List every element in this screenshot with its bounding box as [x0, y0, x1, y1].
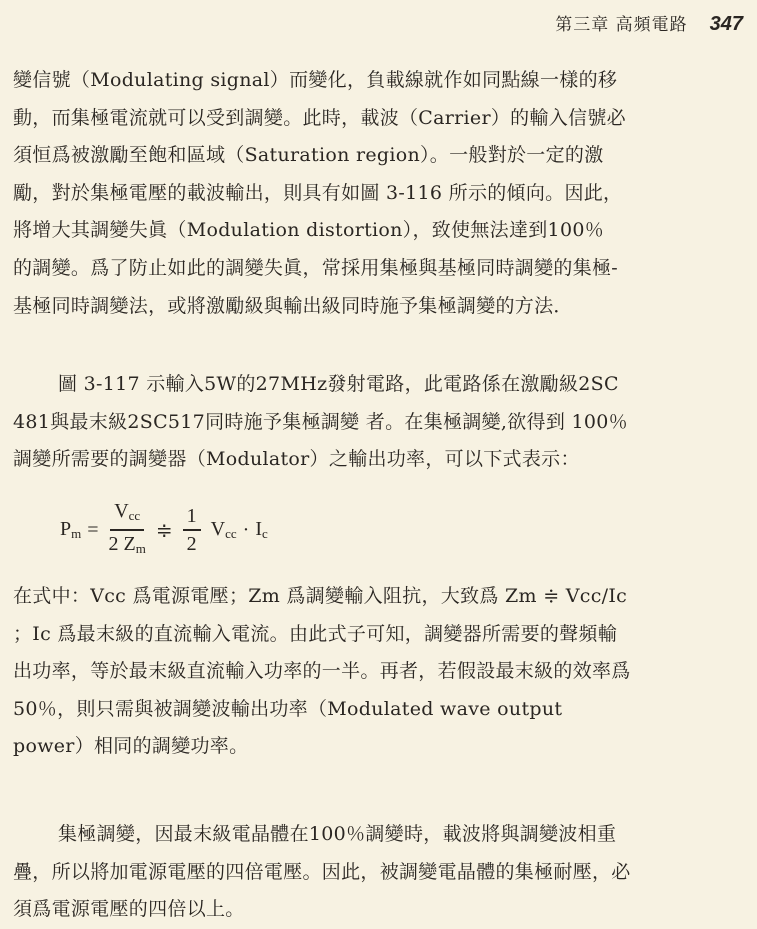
text-line: 481與最末級2SC517同時施予集極調變 者。在集極調變,欲得到 100％	[13, 410, 628, 433]
text-line: 動，而集極電流就可以受到調變。此時，載波（Carrier）的輸入信號必	[13, 106, 626, 129]
paragraph-formula-explanation	[13, 578, 743, 766]
formula-lhs: $P_m$	[60, 518, 82, 541]
text-line: 將增大其調變失眞（Modulation distortion），致使無法達到100％	[13, 219, 605, 242]
text-line: 圖 3-117 示輸入5W的27MHz發射電路，此電路係在激勵級2SC	[58, 373, 619, 395]
modulator-power-formula	[60, 500, 268, 560]
text-line: 勵，對於集極電壓的載波輸出，則具有如圖 3-116 所示的傾向。因此，	[13, 181, 623, 204]
page-header	[555, 10, 743, 36]
fraction-one-half: $\frac{1}{2}$	[183, 505, 201, 555]
text-line: 須爲電源電壓的四倍以上。	[13, 898, 245, 921]
text-line: 基極同時調變法，或將激勵級與輸出級同時施予集極調變的方法．	[13, 294, 573, 317]
paragraph-27mhz-circuit	[13, 366, 743, 479]
chapter-title: 第三章 高頻電路	[555, 15, 688, 35]
text-line: 集極調變，因最末級電晶體在100％調變時，載波將與調變波相重	[58, 823, 617, 845]
text-line: 疊，所以將加電源電壓的四倍電壓。因此，被調變電晶體的集極耐壓，必	[13, 860, 631, 883]
text-line: 在式中：Vcc 爲電源電壓；Zm 爲調變輸入阻抗，大致爲 Zm ≑ Vcc/Ic	[13, 585, 628, 607]
text-line: 的調變。爲了防止如此的調變失眞，常採用集極與基極同時調變的集極-	[13, 256, 619, 279]
text-line: power）相同的調變功率。	[13, 735, 249, 758]
text-line: 出功率，等於最末級直流輸入功率的一半。再者，若假設最末級的效率爲	[13, 660, 631, 683]
text-line: ；Ic 爲最末級的直流輸入電流。由此式子可知，調變器所需要的聲頻輸	[13, 622, 618, 645]
paragraph-collector-voltage	[13, 816, 743, 929]
text-line: 須恒爲被激勵至飽和區域（Saturation region）。一般對於一定的激	[13, 144, 604, 167]
text-line: 50％，則只需與被調變波輸出功率（Modulated wave output	[13, 697, 563, 720]
paragraph-modulation-distortion	[13, 62, 743, 325]
formula-vcc: $V_{cc}$	[210, 518, 237, 541]
fraction-vcc-over-2zm: $\frac{V_{cc}}{2 Z_m}$	[108, 500, 146, 556]
formula-ic: $I_c$	[255, 518, 268, 541]
formula-equals: =	[87, 518, 99, 541]
page-number: 347	[709, 13, 743, 35]
text-line: 變信號（Modulating signal）而變化，負載線就作如同點線一樣的移	[13, 69, 618, 91]
formula-dot: ·	[242, 518, 250, 541]
text-line: 調變所需要的調變器（Modulator）之輸出功率，可以下式表示：	[13, 448, 580, 471]
formula-approx: ≑	[155, 519, 173, 542]
